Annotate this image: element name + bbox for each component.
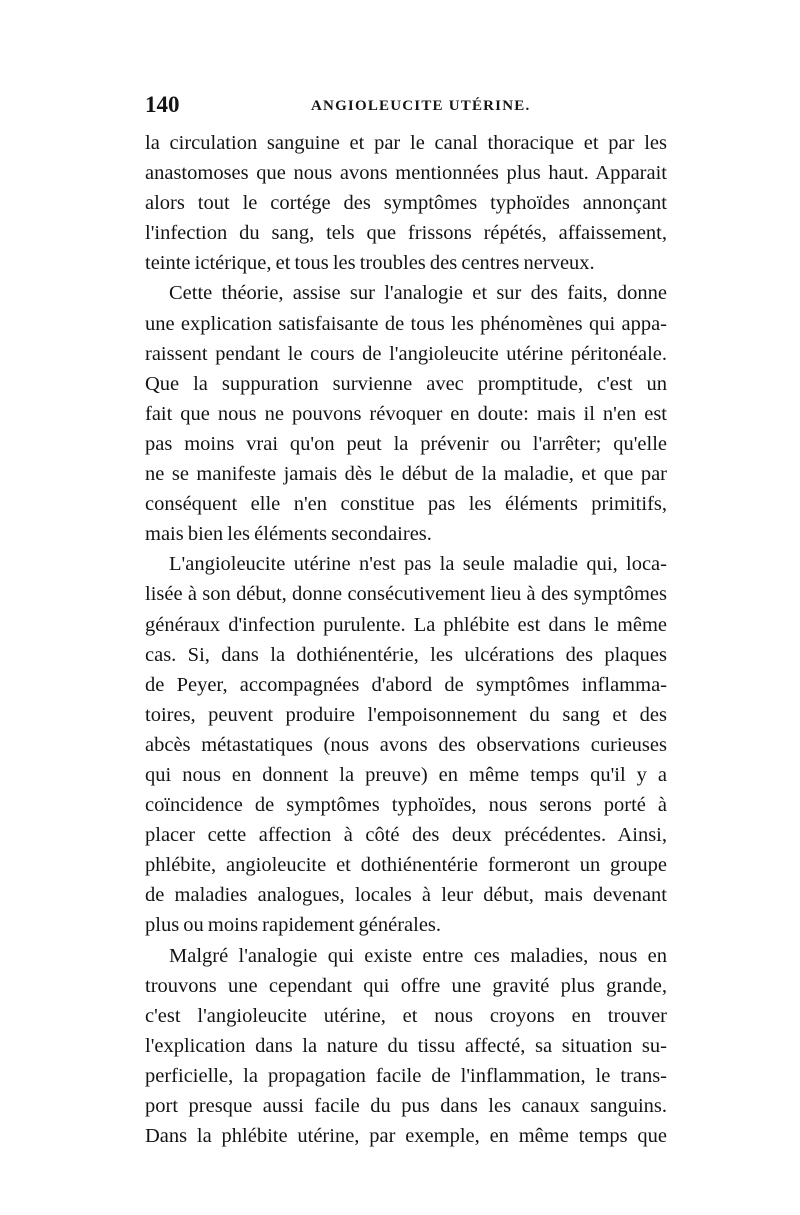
- text-line: conséquent elle n'en constitue pas les éléments primitifs,: [145, 493, 667, 516]
- text-line: lisée à son début, donne consécutivement lieu à des symptômes: [145, 583, 667, 606]
- text-line: teinte ictérique, et tous les troubles des centres nerveux.: [145, 252, 595, 275]
- text-line: port presque aussi facile du pus dans les canaux sanguins.: [145, 1095, 667, 1117]
- text-line: généraux d'infection purulente. La phlébite est dans le même: [145, 613, 667, 636]
- text-line: une explication satisfaisante de tous les phénomènes qui appa-: [145, 312, 667, 335]
- text-line: pas moins vrai qu'on peut la prévenir ou l'arrêter; qu'elle: [145, 432, 667, 455]
- page-header: [145, 92, 667, 122]
- text-line: L'angioleucite utérine n'est pas la seule maladie qui, loca-: [169, 553, 667, 576]
- text-line: raissent pendant le cours de l'angioleucite utérine péritonéale.: [145, 342, 667, 365]
- text-line: de Peyer, accompagnées d'abord de symptômes inflamma-: [145, 673, 667, 696]
- paragraph: [145, 278, 667, 549]
- text-line: c'est l'angioleucite utérine, et nous croyons en trouver: [145, 1004, 667, 1027]
- text-line: Que la suppuration survienne avec promptitude, c'est un: [145, 372, 667, 395]
- text-line: cas. Si, dans la dothiénentérie, les ulcérations des plaques: [145, 643, 667, 666]
- text-line: plus ou moins rapidement générales.: [145, 914, 442, 937]
- page-number: 140: [145, 92, 180, 117]
- text-line: toires, peuvent produire l'empoisonnement du sang et des: [145, 703, 667, 726]
- text-line: la circulation sanguine et par le canal thoracique et par les: [145, 132, 667, 154]
- text-line: coïncidence de symptômes typhoïdes, nous serons porté à: [145, 794, 667, 817]
- text-line: abcès métastatiques (nous avons des observations curieuses: [145, 733, 667, 756]
- text-line: qui nous en donnent la preuve) en même temps qu'il y a: [145, 763, 667, 786]
- text-line: Cette théorie, assise sur l'analogie et sur des faits, donne: [169, 282, 667, 305]
- paragraph: [145, 941, 667, 1152]
- text-line: perficielle, la propagation facile de l'inflammation, le trans-: [145, 1064, 667, 1087]
- text-line: Malgré l'analogie qui existe entre ces maladies, nous en: [169, 944, 667, 967]
- paragraph: [145, 549, 667, 940]
- paragraph: [145, 128, 667, 278]
- running-title: ANGIOLEUCITE UTÉRINE.: [311, 98, 531, 114]
- text-line: trouvons une cependant qui offre une gravité plus grande,: [145, 974, 667, 997]
- text-line: l'explication dans la nature du tissu affecté, sa situation su-: [145, 1034, 667, 1057]
- text-line: l'infection du sang, tels que frissons répétés, affaissement,: [145, 222, 667, 245]
- text-line: mais bien les éléments secondaires.: [145, 523, 432, 546]
- text-line: placer cette affection à côté des deux précédentes. Ainsi,: [145, 824, 667, 847]
- text-line: alors tout le cortége des symptômes typhoïdes annonçant: [145, 192, 667, 215]
- text-line: phlébite, angioleucite et dothiénentérie formeront un groupe: [145, 854, 667, 877]
- text-line: Dans la phlébite utérine, par exemple, en même temps que: [145, 1125, 667, 1148]
- text-line: fait que nous ne pouvons révoquer en doute: mais il n'en est: [145, 402, 667, 425]
- body-text: [145, 128, 667, 1151]
- text-line: anastomoses que nous avons mentionnées plus haut. Apparait: [145, 162, 667, 185]
- text-line: ne se manifeste jamais dès le début de la maladie, et que par: [145, 463, 667, 486]
- text-line: de maladies analogues, locales à leur début, mais devenant: [145, 884, 667, 907]
